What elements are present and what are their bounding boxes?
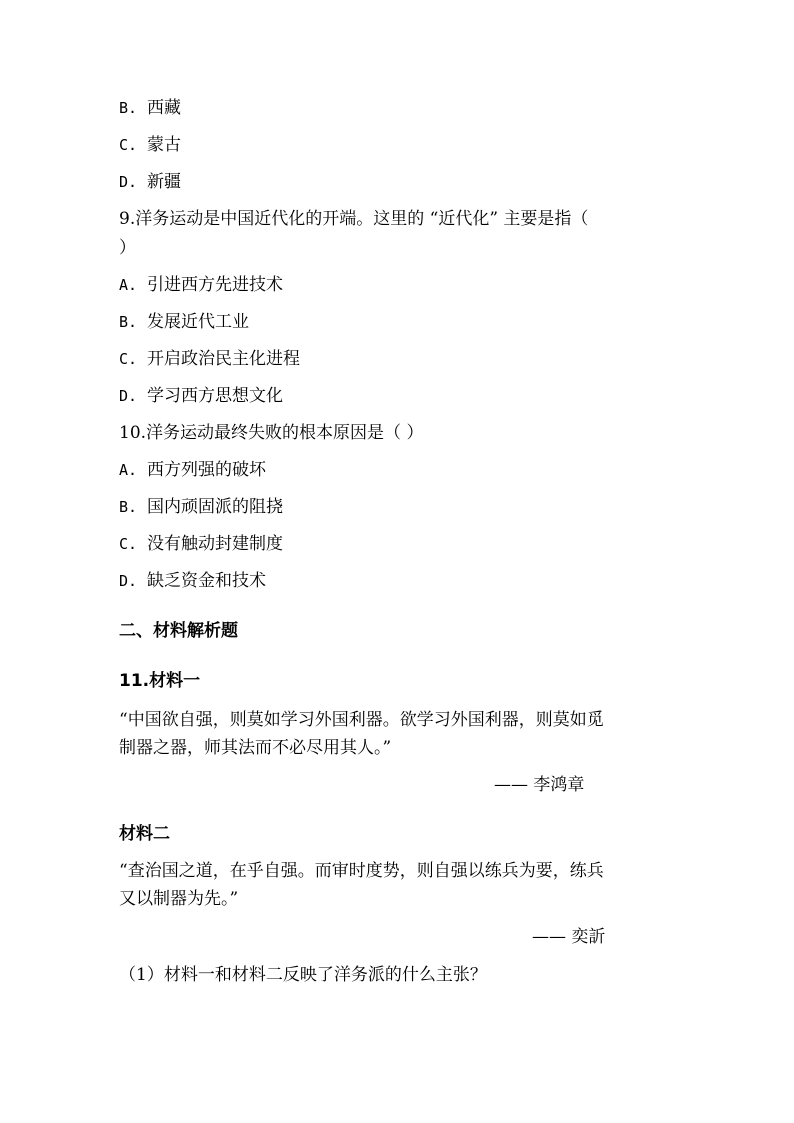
q11-material2-line1: “查治国之道，在乎自强。而审时度势，则自强以练兵为要，练兵 — [119, 861, 604, 881]
option-label: A. — [119, 276, 138, 294]
q8-option-b — [119, 97, 181, 119]
option-label: B. — [119, 498, 138, 516]
option-label: B. — [119, 99, 138, 117]
option-label: C. — [119, 350, 138, 368]
q9-stem-line1: 9.洋务运动是中国近代化的开端。这里的 “近代化” 主要是指（ — [119, 209, 589, 229]
q10-option-a — [119, 459, 266, 481]
option-label: B. — [119, 313, 138, 331]
option-label: C. — [119, 136, 138, 154]
q11-material1-title: 11.材料一 — [119, 671, 201, 691]
q11-material2-title: 材料二 — [119, 824, 170, 844]
q11-material2-line2: 又以制器为先。” — [119, 889, 239, 909]
option-text: 蒙古 — [147, 135, 181, 155]
option-text: 引进西方先进技术 — [147, 275, 283, 295]
q8-option-d — [119, 171, 181, 193]
q9-option-b — [119, 311, 249, 333]
option-text: 学习西方思想文化 — [147, 386, 283, 406]
q11-material2-attribution: —— 奕訢 — [532, 927, 606, 947]
section-heading: 二、材料解析题 — [119, 621, 238, 641]
option-label: D. — [119, 572, 138, 590]
option-text: 发展近代工业 — [147, 312, 249, 332]
option-label: C. — [119, 535, 138, 553]
option-text: 新疆 — [147, 172, 181, 192]
q9-option-a — [119, 274, 283, 296]
q10-stem: 10.洋务运动最终失败的根本原因是（ ） — [119, 423, 424, 443]
option-label: A. — [119, 461, 138, 479]
q11-material1-line1: “中国欲自强，则莫如学习外国利器。欲学习外国利器，则莫如觅 — [119, 710, 604, 730]
option-text: 西藏 — [147, 98, 181, 118]
q10-option-b — [119, 496, 283, 518]
q10-option-d — [119, 570, 266, 592]
q9-option-d — [119, 385, 283, 407]
option-text: 国内顽固派的阻挠 — [147, 497, 283, 517]
q9-option-c — [119, 348, 300, 370]
option-text: 西方列强的破坏 — [147, 460, 266, 480]
option-text: 没有触动封建制度 — [147, 534, 283, 554]
option-label: D. — [119, 173, 138, 191]
q11-material1-line2: 制器之器，师其法而不必尽用其人。” — [119, 738, 392, 758]
q11-material1-attribution: —— 李鸿章 — [494, 775, 585, 795]
q8-option-c — [119, 134, 181, 156]
q10-option-c — [119, 533, 283, 555]
q9-stem-line2: ） — [119, 238, 136, 258]
option-text: 缺乏资金和技术 — [147, 571, 266, 591]
q11-subquestion-1: （1）材料一和材料二反映了洋务派的什么主张？ — [119, 965, 487, 985]
option-label: D. — [119, 387, 138, 405]
option-text: 开启政治民主化进程 — [147, 349, 300, 369]
